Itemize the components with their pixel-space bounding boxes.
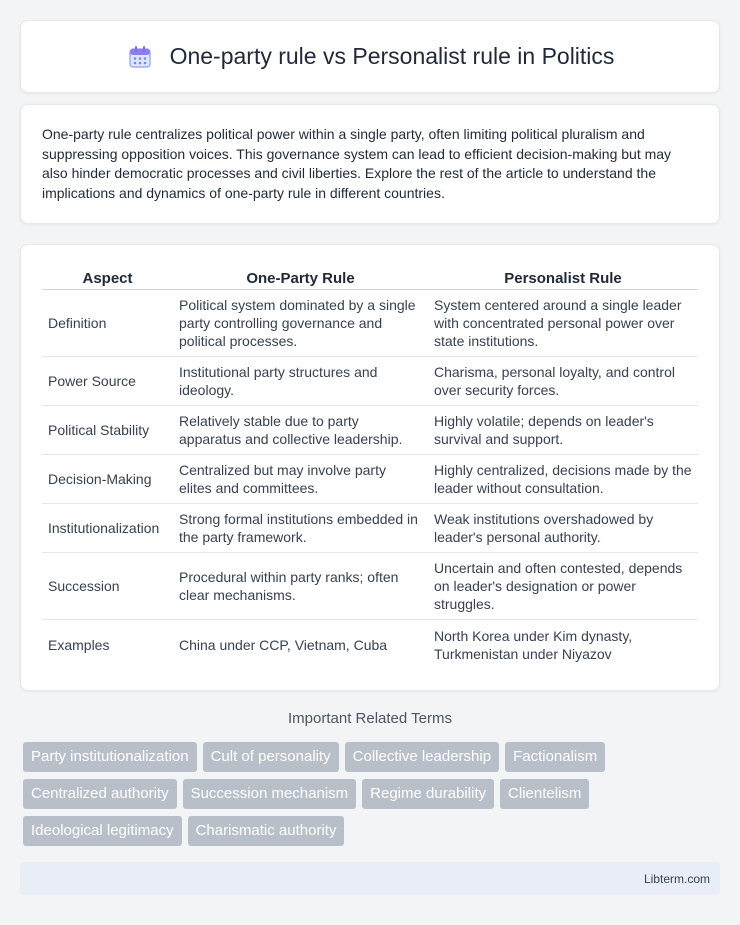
- table-row: [42, 553, 698, 620]
- cell-personalist: Uncertain and often contested, depends on leader's designation or power struggles.: [428, 553, 698, 620]
- table-row: [42, 504, 698, 553]
- cell-one-party: Centralized but may involve party elites and committees.: [173, 455, 428, 504]
- tag-succession-mechanism[interactable]: Succession mechanism: [183, 779, 357, 809]
- tag-charismatic-authority[interactable]: Charismatic authority: [188, 816, 345, 846]
- cell-one-party: China under CCP, Vietnam, Cuba: [179, 636, 388, 653]
- cell-aspect: Succession: [42, 553, 173, 620]
- cell-one-party: Relatively stable due to party apparatus and collective leadership.: [173, 406, 428, 455]
- header-personalist: Personalist Rule: [428, 262, 698, 290]
- page-title: One-party rule vs Personalist rule in Politics: [169, 43, 615, 69]
- related-terms-tags: [20, 742, 720, 846]
- cell-aspect: Decision-Making: [42, 455, 173, 504]
- intro-card: [20, 104, 720, 224]
- table-row: [42, 357, 698, 406]
- tag-collective-leadership[interactable]: Collective leadership: [345, 742, 499, 772]
- table-row: [42, 290, 698, 357]
- comparison-table-card: [20, 244, 720, 691]
- related-terms-section: [20, 710, 720, 846]
- tag-regime-durability[interactable]: Regime durability: [362, 779, 494, 809]
- tag-cult-of-personality[interactable]: Cult of personality: [203, 742, 339, 772]
- cell-aspect: Institutionalization: [42, 504, 173, 553]
- title-wrap: [126, 43, 615, 71]
- tag-centralized-authority[interactable]: Centralized authority: [23, 779, 177, 809]
- cell-personalist: Highly volatile; depends on leader's survival and support.: [428, 406, 698, 455]
- cell-one-party: Institutional party structures and ideology.: [173, 357, 428, 406]
- cell-personalist: Highly centralized, decisions made by the leader without consultation.: [428, 455, 698, 504]
- cell-personalist: Charisma, personal loyalty, and control over security forces.: [428, 357, 698, 406]
- cell-aspect: Political Stability: [42, 406, 173, 455]
- cell-personalist: North Korea under Kim dynasty, Turkmenistan under Niyazov: [434, 627, 633, 662]
- table-header-row: [42, 262, 698, 290]
- calendar-icon: [126, 43, 154, 71]
- header-aspect: Aspect: [42, 262, 173, 290]
- related-terms-title: Important Related Terms: [288, 710, 452, 727]
- cell-aspect: Power Source: [42, 357, 173, 406]
- cell-one-party: Strong formal institutions embedded in the party framework.: [173, 504, 428, 553]
- cell-aspect: Definition: [42, 290, 173, 357]
- table-row: [42, 620, 698, 669]
- cell-personalist: System centered around a single leader with concentrated personal power over state institutions.: [428, 290, 698, 357]
- tag-ideological-legitimacy[interactable]: Ideological legitimacy: [23, 816, 182, 846]
- footer: [20, 862, 720, 895]
- header-card: [20, 20, 720, 93]
- tag-party-institutionalization[interactable]: Party institutionalization: [23, 742, 197, 772]
- cell-one-party: Political system dominated by a single party controlling governance and political processes.: [173, 290, 428, 357]
- intro-text: One-party rule centralizes political power within a single party, often limiting political pluralism and suppressing opposition voices. This governance system can lead to efficient decision-making but may also hinder democratic processes and civil liberties. Explore the rest of the article to understand the implications and dynamics of one-party rule in different countries.: [42, 126, 672, 201]
- cell-personalist: Weak institutions overshadowed by leader's personal authority.: [428, 504, 698, 553]
- header-one-party: One-Party Rule: [173, 262, 428, 290]
- tag-factionalism[interactable]: Factionalism: [505, 742, 605, 772]
- tag-clientelism[interactable]: Clientelism: [500, 779, 589, 809]
- cell-aspect: Examples: [48, 636, 110, 653]
- table-row: [42, 455, 698, 504]
- footer-site-link[interactable]: Libterm.com: [643, 871, 710, 886]
- table-row: [42, 406, 698, 455]
- comparison-table: [42, 262, 698, 669]
- cell-one-party: Procedural within party ranks; often clear mechanisms.: [173, 553, 428, 620]
